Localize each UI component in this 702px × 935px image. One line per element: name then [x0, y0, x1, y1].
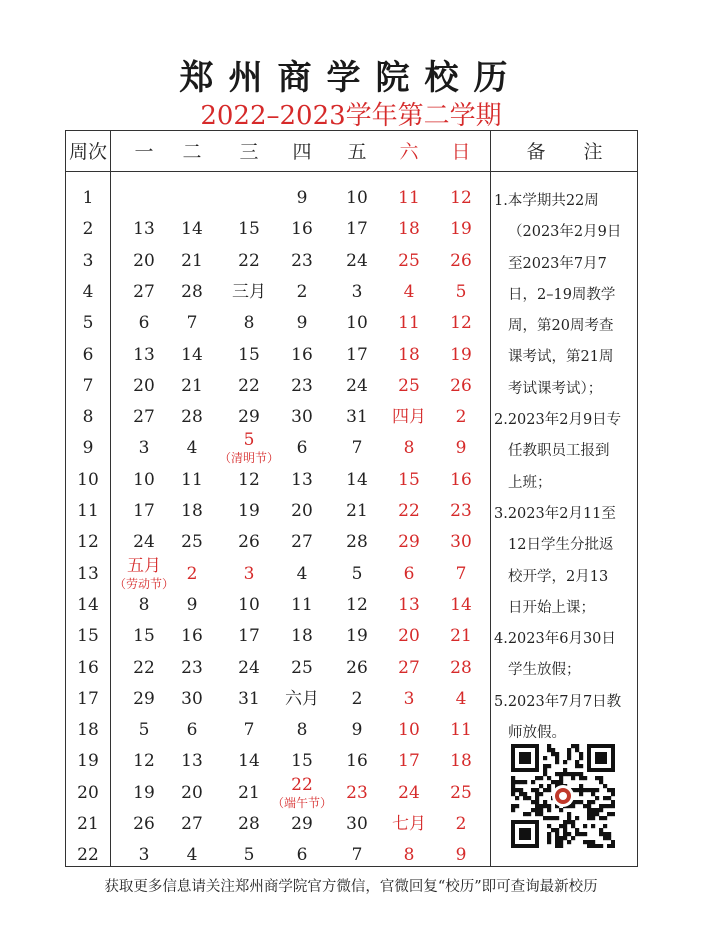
calendar-day	[426, 219, 496, 239]
day-value: 4	[186, 845, 198, 866]
day-value: 6	[296, 438, 308, 459]
day-value: 31	[346, 407, 368, 428]
day-value: 9	[351, 720, 363, 741]
day-value: 10	[346, 188, 368, 208]
day-value: 20	[133, 375, 155, 396]
day-value: 22	[238, 375, 260, 396]
day-value: 21	[181, 250, 203, 271]
day-value: 20	[133, 250, 155, 271]
header-divider	[65, 171, 638, 172]
note-line: 课考试，第21周	[508, 349, 614, 366]
day-value: 27	[181, 814, 203, 834]
day-value: 26	[450, 375, 472, 396]
day-value: 四月	[392, 407, 426, 428]
note-item	[494, 624, 636, 687]
week-number: 11	[77, 501, 99, 521]
week-number: 1	[82, 188, 94, 208]
day-value: 9	[455, 845, 467, 866]
day-value: 六月	[285, 688, 319, 709]
day-value: 9	[186, 594, 198, 615]
week-number: 16	[77, 657, 99, 678]
day-value: 27	[133, 281, 155, 302]
day-value: 12	[346, 594, 368, 615]
day-value: 22	[291, 774, 313, 795]
calendar-day	[426, 751, 496, 771]
day-value: 五月	[127, 555, 161, 576]
week-number: 2	[82, 219, 94, 240]
calendar-day	[426, 783, 496, 803]
day-value: 28	[450, 657, 472, 678]
day-value: 12	[450, 313, 472, 334]
day-value: 23	[181, 657, 203, 678]
calendar-day	[426, 345, 496, 365]
day-value: 14	[450, 594, 472, 615]
day-value: 26	[133, 814, 155, 834]
day-value: 4	[296, 563, 308, 584]
day-value: 24	[398, 782, 420, 803]
day-value: 27	[291, 532, 313, 553]
week-number: 5	[82, 313, 94, 334]
day-value: 17	[133, 501, 155, 521]
day-value: 19	[346, 626, 368, 647]
day-value: 18	[398, 344, 420, 365]
day-value: 15	[238, 219, 260, 240]
day-value: 16	[291, 344, 313, 365]
day-value: 29	[133, 688, 155, 709]
day-value: 31	[238, 688, 260, 709]
day-value: 13	[133, 344, 155, 365]
day-value: 13	[133, 219, 155, 240]
day-value: 22	[238, 250, 260, 271]
remarks-notes	[494, 186, 636, 749]
footer-text: 获取更多信息请关注郑州商学院官方微信，官微回复“校历”即可查询最新校历	[104, 879, 598, 895]
header-day-4: 四	[292, 141, 312, 163]
day-value: 7	[351, 845, 363, 866]
day-value: 5	[138, 720, 150, 741]
header-day-6: 六	[399, 141, 419, 163]
calendar-day	[426, 282, 496, 302]
day-value: 26	[238, 532, 260, 553]
day-value: 22	[398, 501, 420, 521]
calendar-day	[426, 532, 496, 552]
calendar-day	[426, 438, 496, 458]
week-number: 21	[77, 814, 99, 834]
day-value: 10	[238, 594, 260, 615]
note-line: 至2023年7月7	[508, 255, 607, 272]
semester-subtitle: 2022–2023学年第二学期	[200, 101, 502, 131]
note-line: 日开始上课；	[508, 599, 595, 616]
day-value: 20	[291, 501, 313, 521]
calendar-day	[426, 501, 496, 521]
calendar-day	[426, 251, 496, 271]
calendar-day	[426, 188, 496, 208]
day-value: 14	[181, 344, 203, 365]
day-value: 28	[238, 814, 260, 834]
day-value: 13	[398, 594, 420, 615]
note-line: 任教职员工报到	[508, 443, 610, 460]
day-value: 26	[450, 250, 472, 271]
week-number: 18	[77, 720, 99, 741]
day-value: 15	[398, 469, 420, 490]
day-value: 2	[455, 407, 467, 428]
calendar-day	[426, 407, 496, 427]
calendar-day	[426, 720, 496, 740]
day-value: 25	[291, 657, 313, 678]
day-value: 3	[351, 281, 363, 302]
day-value: 4	[403, 281, 415, 302]
day-value: 29	[238, 407, 260, 428]
day-value: 25	[398, 250, 420, 271]
day-value: 17	[346, 219, 368, 240]
holiday-label: （端午节）	[271, 795, 332, 810]
qr-code-image	[511, 744, 615, 848]
day-value: 14	[238, 751, 260, 772]
day-value: 17	[346, 344, 368, 365]
day-value: 21	[238, 782, 260, 803]
day-value: 18	[398, 219, 420, 240]
day-value: 24	[133, 532, 155, 553]
day-value: 2	[351, 688, 363, 709]
week-number: 19	[77, 751, 99, 772]
day-value: 12	[133, 751, 155, 772]
week-number: 9	[82, 438, 94, 459]
day-value: 23	[291, 250, 313, 271]
day-value: 24	[346, 250, 368, 271]
day-value: 14	[181, 219, 203, 240]
day-value: 24	[346, 375, 368, 396]
note-line: 师放假。	[508, 725, 566, 742]
day-value: 七月	[392, 814, 426, 834]
day-value: 11	[181, 469, 203, 490]
day-value: 2	[186, 563, 198, 584]
day-value: 8	[296, 720, 308, 741]
day-value: 21	[181, 375, 203, 396]
day-value: 15	[238, 344, 260, 365]
day-value: 18	[450, 751, 472, 772]
note-line: 2.2023年2月9日专	[494, 412, 622, 429]
week-number: 22	[77, 845, 99, 866]
day-value: 12	[450, 188, 472, 208]
header-day-1: 一	[134, 141, 154, 163]
calendar-day	[426, 689, 496, 709]
day-value: 28	[346, 532, 368, 553]
day-value: 5	[243, 845, 255, 866]
header-remarks: 备 注	[526, 141, 603, 163]
note-line: 学生放假；	[508, 662, 581, 679]
day-value: 19	[450, 344, 472, 365]
note-line: 周，第20周考查	[508, 318, 614, 335]
note-item	[494, 687, 636, 750]
day-value: 28	[181, 407, 203, 428]
day-value: 15	[133, 626, 155, 647]
day-value: 11	[291, 594, 313, 615]
day-value: 6	[296, 845, 308, 866]
day-value: 2	[455, 814, 467, 834]
note-line: （2023年2月9日	[508, 224, 622, 241]
day-value: 18	[181, 501, 203, 521]
week-number: 8	[82, 407, 94, 428]
day-value: 5	[455, 281, 467, 302]
day-value: 7	[455, 563, 467, 584]
day-value: 8	[403, 845, 415, 866]
day-value: 21	[346, 501, 368, 521]
day-value: 28	[181, 281, 203, 302]
day-value: 25	[450, 782, 472, 803]
header-day-5: 五	[347, 141, 367, 163]
note-item	[494, 186, 636, 405]
calendar-day	[426, 814, 496, 834]
day-value: 3	[243, 563, 255, 584]
day-value: 29	[398, 532, 420, 553]
day-value: 6	[186, 720, 198, 741]
day-value: 20	[398, 626, 420, 647]
header-day-2: 二	[182, 141, 202, 163]
note-line: 5.2023年7月7日教	[494, 693, 622, 710]
day-value: 7	[243, 720, 255, 741]
week-number: 20	[77, 782, 99, 803]
day-value: 30	[346, 814, 368, 834]
week-number: 15	[77, 626, 99, 647]
day-value: 27	[133, 407, 155, 428]
week-number: 10	[77, 469, 99, 490]
day-value: 4	[455, 688, 467, 709]
day-value: 3	[138, 845, 150, 866]
day-value: 25	[398, 375, 420, 396]
day-value: 16	[291, 219, 313, 240]
day-value: 3	[403, 688, 415, 709]
day-value: 7	[186, 313, 198, 334]
day-value: 30	[450, 532, 472, 553]
day-value: 5	[351, 563, 363, 584]
day-value: 23	[450, 501, 472, 521]
day-value: 13	[181, 751, 203, 772]
day-value: 29	[291, 814, 313, 834]
note-line: 上班；	[508, 474, 552, 491]
day-value: 10	[346, 313, 368, 334]
day-value: 10	[133, 469, 155, 490]
day-value: 26	[346, 657, 368, 678]
day-value: 11	[398, 188, 420, 208]
day-value: 19	[450, 219, 472, 240]
day-value: 12	[238, 469, 260, 490]
day-value: 19	[238, 501, 260, 521]
day-value: 30	[291, 407, 313, 428]
day-value: 17	[238, 626, 260, 647]
day-value: 18	[291, 626, 313, 647]
day-value: 23	[346, 782, 368, 803]
day-value: 9	[455, 438, 467, 459]
week-number: 17	[77, 688, 99, 709]
calendar-day	[426, 564, 496, 584]
week-number: 4	[82, 281, 94, 302]
note-line: 3.2023年2月11至	[494, 505, 616, 522]
day-value: 20	[181, 782, 203, 803]
day-value: 6	[403, 563, 415, 584]
day-value: 13	[291, 469, 313, 490]
week-number: 12	[77, 532, 99, 553]
note-line: 考试课考试）；	[508, 380, 603, 397]
day-value: 22	[133, 657, 155, 678]
day-value: 6	[138, 313, 150, 334]
day-value: 11	[398, 313, 420, 334]
holiday-label: （劳动节）	[113, 576, 174, 591]
header-week: 周次	[68, 141, 107, 163]
day-value: 25	[181, 532, 203, 553]
day-value: 14	[346, 469, 368, 490]
day-value: 16	[450, 469, 472, 490]
day-value: 16	[346, 751, 368, 772]
day-value: 8	[403, 438, 415, 459]
day-value: 30	[181, 688, 203, 709]
day-value: 5	[243, 430, 255, 451]
day-value: 7	[351, 438, 363, 459]
calendar-day	[426, 376, 496, 396]
day-value: 23	[291, 375, 313, 396]
day-value: 17	[398, 751, 420, 772]
day-value: 19	[133, 782, 155, 803]
calendar-day	[426, 658, 496, 678]
note-item	[494, 405, 636, 499]
calendar-day	[426, 845, 496, 865]
day-value: 10	[398, 720, 420, 741]
note-line: 校开学，2月13	[508, 568, 609, 585]
day-value: 16	[181, 626, 203, 647]
day-value: 9	[296, 313, 308, 334]
note-line: 12日学生分批返	[508, 537, 614, 554]
note-item	[494, 499, 636, 624]
day-value: 24	[238, 657, 260, 678]
calendar-day	[426, 626, 496, 646]
calendar-title: 郑州商学院校历	[179, 58, 523, 98]
day-value: 4	[186, 438, 198, 459]
day-value: 9	[296, 188, 308, 208]
header-day-3: 三	[239, 141, 259, 163]
day-value: 27	[398, 657, 420, 678]
day-value: 15	[291, 751, 313, 772]
day-value: 8	[243, 313, 255, 334]
day-value: 2	[296, 281, 308, 302]
calendar-day	[426, 470, 496, 490]
day-value: 8	[138, 594, 150, 615]
week-number: 13	[77, 563, 99, 584]
week-number: 7	[82, 375, 94, 396]
note-line: 日，2–19周教学	[508, 286, 616, 303]
note-line: 4.2023年6月30日	[494, 631, 616, 648]
week-number: 6	[82, 344, 94, 365]
day-value: 3	[138, 438, 150, 459]
calendar-day	[426, 595, 496, 615]
holiday-label: （清明节）	[218, 451, 279, 466]
day-value: 11	[450, 720, 472, 741]
header-day-7: 日	[451, 141, 471, 163]
calendar-day	[426, 313, 496, 333]
day-value: 三月	[232, 281, 266, 302]
week-number: 3	[82, 250, 94, 271]
day-value: 21	[450, 626, 472, 647]
note-line: 1.本学期共22周	[494, 193, 599, 209]
week-number: 14	[77, 594, 99, 615]
